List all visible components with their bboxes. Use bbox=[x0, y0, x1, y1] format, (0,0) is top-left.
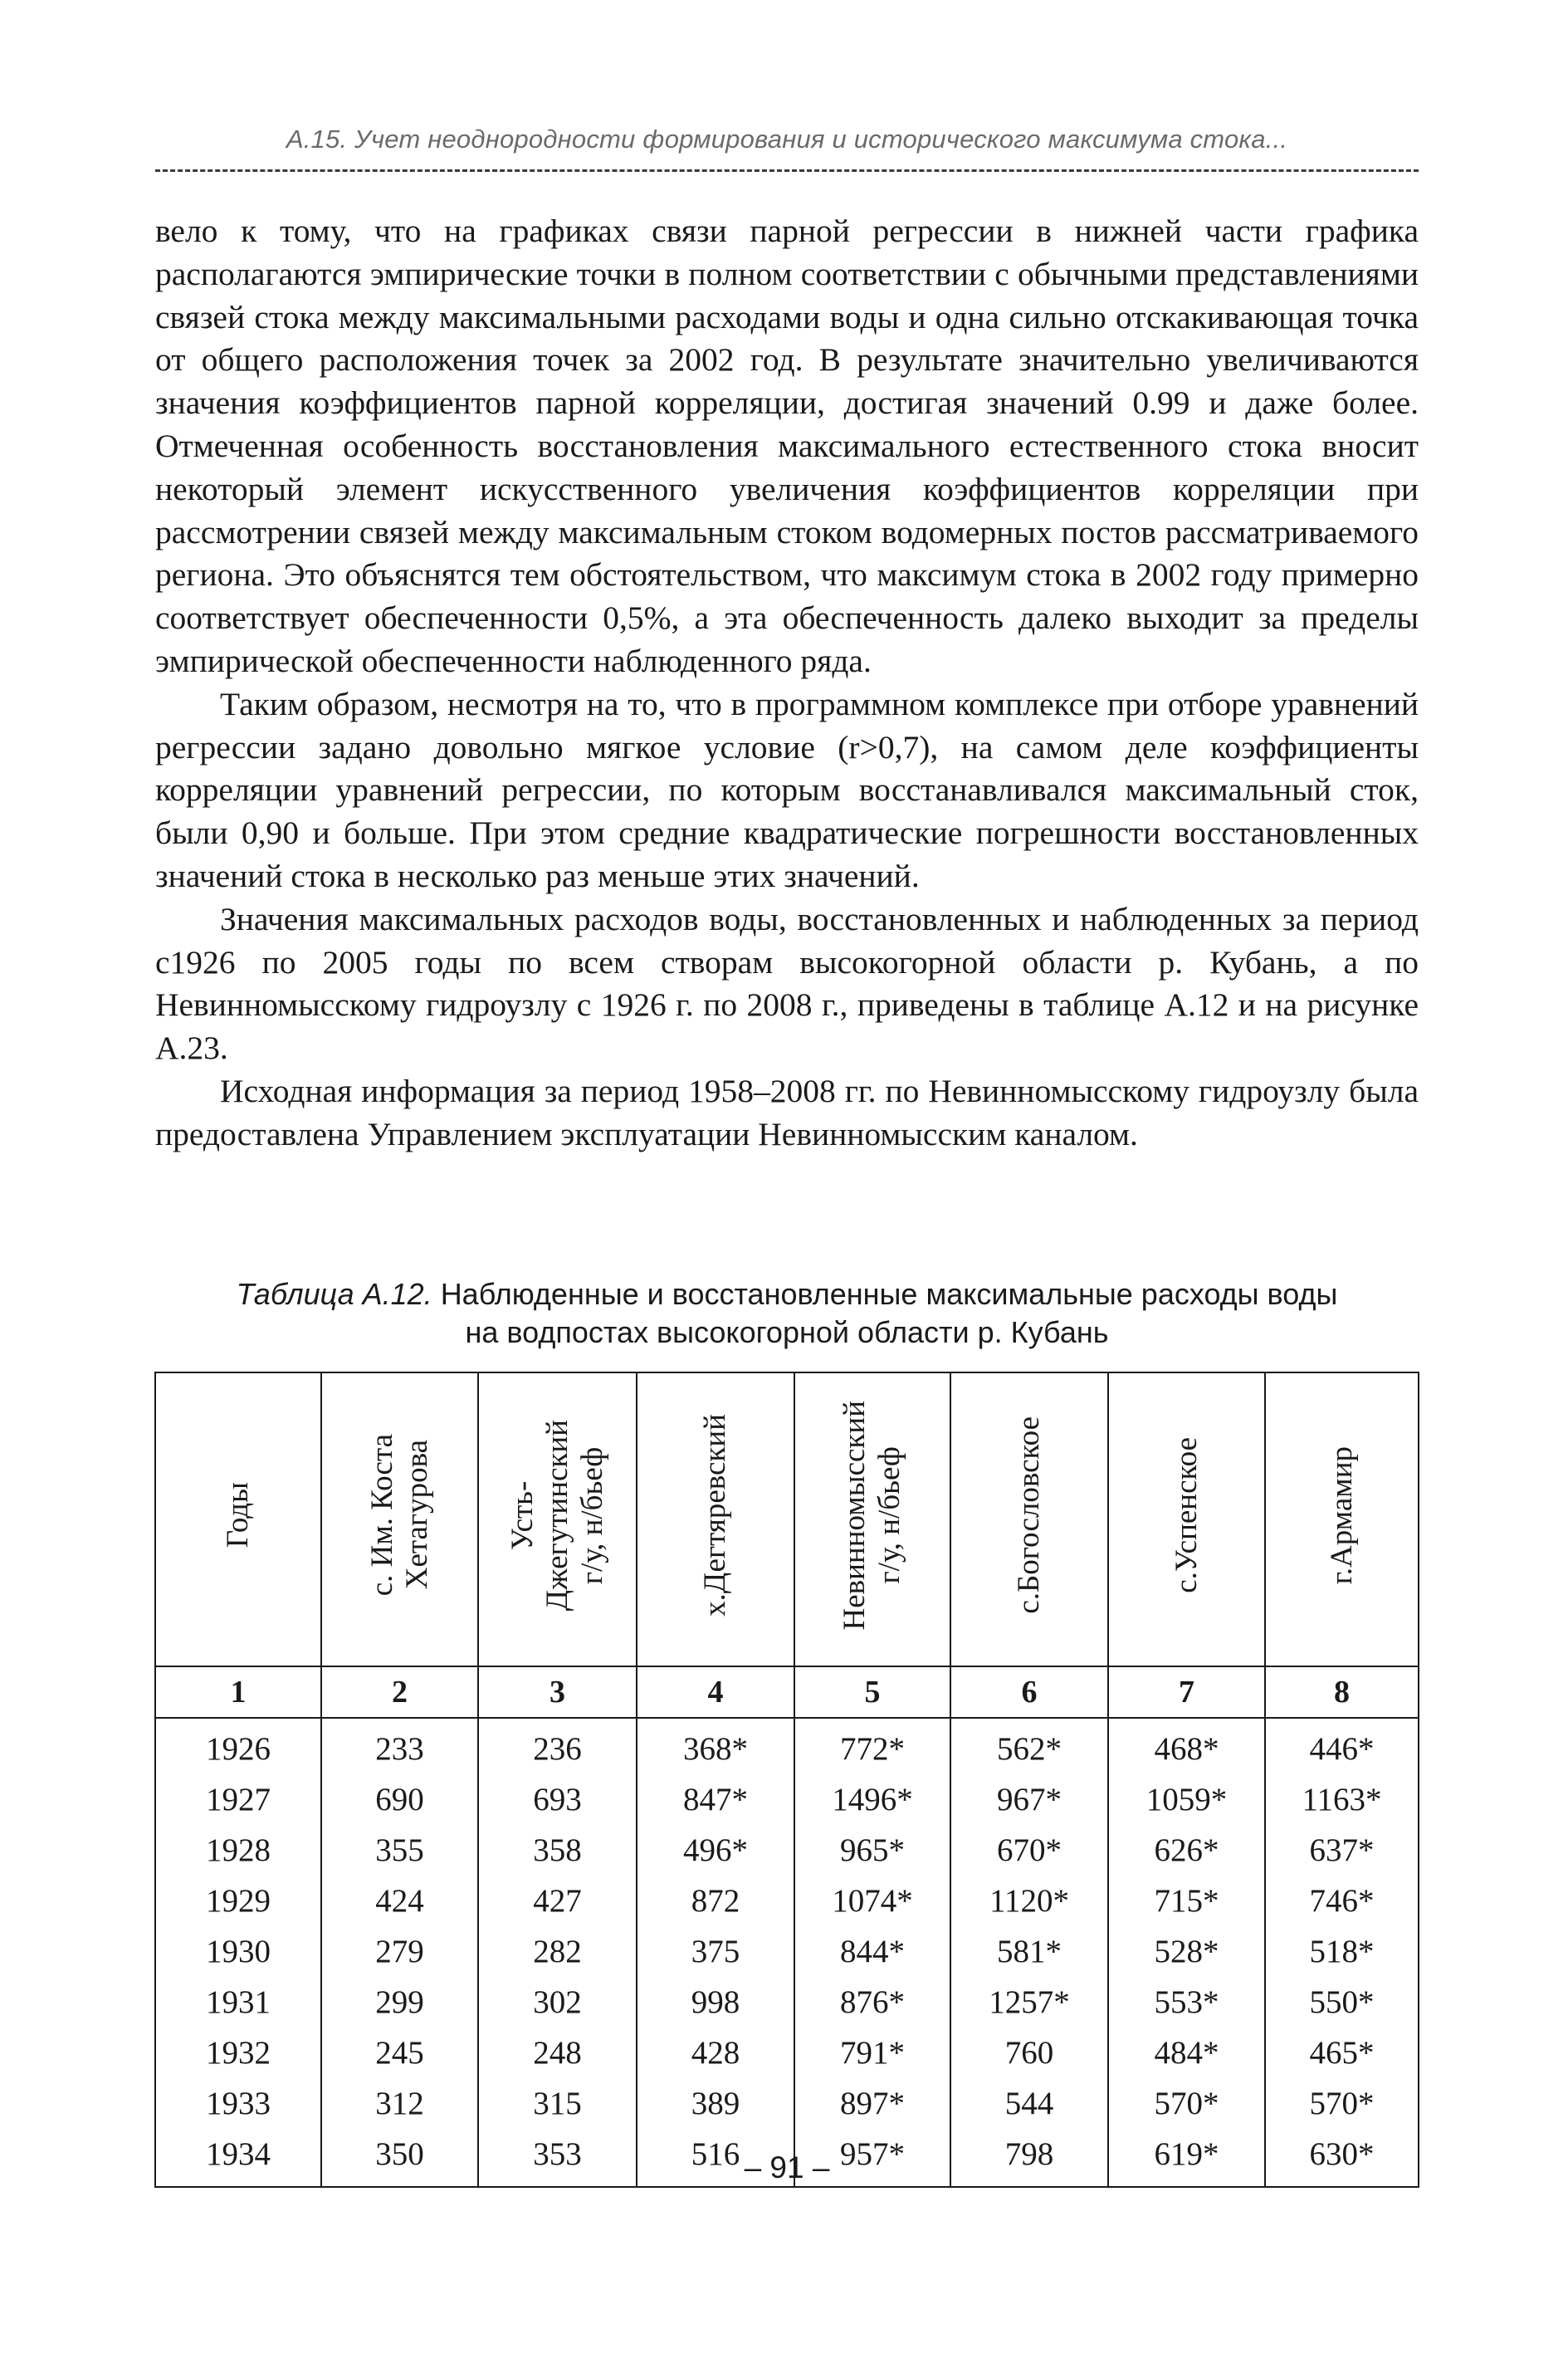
column-header-label: Невинномысский г/у, н/бьеф bbox=[838, 1400, 906, 1631]
caption-text-1: Наблюденные и восстановленные максимальные расходы воды bbox=[440, 1277, 1338, 1311]
column-header-label: Годы bbox=[221, 1482, 255, 1548]
table-cell: 693 bbox=[478, 1774, 637, 1825]
table-cell: 446* bbox=[1265, 1718, 1419, 1774]
table-cell: 1496* bbox=[794, 1774, 950, 1825]
column-number: 4 bbox=[637, 1666, 794, 1718]
table-cell: 1932 bbox=[155, 2028, 321, 2078]
table-cell: 368* bbox=[637, 1718, 794, 1774]
paragraph-1: вело к тому, что на графиках связи парной регрессии в нижней части графика располагаются эмпирические точки в полном соответствии с обычными представлениями связей стока между максимальными расходами воды и одна сильно отскакивающая точка от общего расположения точек за 2002 год. В результате значительно увеличиваются значения коэффициентов парной корреляции, достигая значений 0.99 и даже более. Отмеченная особенность восстановления максимального естественного стока вносит некоторый элемент искусственного увеличения коэффициентов корреляции при рассмотрении связей между максимальным стоком водомерных постов рассматриваемого региона. Это объяснятся тем обстоятельством, что максимум стока в 2002 году примерно соответствует обеспеченности 0,5%, а эта обеспеченность далеко выходит за пределы эмпирической обеспеченности наблюденного ряда. bbox=[155, 213, 1419, 679]
table-row bbox=[155, 1876, 1419, 1926]
table-cell: 236 bbox=[478, 1718, 637, 1774]
body-text bbox=[155, 210, 1419, 1157]
table-cell: 626* bbox=[1108, 1825, 1265, 1876]
column-header-label: с.Богословское bbox=[1012, 1416, 1046, 1614]
table-cell: 245 bbox=[321, 2028, 478, 2078]
caption-text-2: на водпостах высокогорной области р. Кубань bbox=[465, 1315, 1109, 1349]
table-cell: 468* bbox=[1108, 1718, 1265, 1774]
column-header bbox=[155, 1372, 321, 1666]
table-cell: 389 bbox=[637, 2078, 794, 2129]
table-cell: 1933 bbox=[155, 2078, 321, 2129]
column-header bbox=[1108, 1372, 1265, 1666]
column-number: 6 bbox=[950, 1666, 1108, 1718]
table-cell: 670* bbox=[950, 1825, 1108, 1876]
table-cell: 844* bbox=[794, 1926, 950, 1977]
table-cell: 570* bbox=[1265, 2078, 1419, 2129]
table-cell: 630* bbox=[1265, 2129, 1419, 2187]
table-cell: 353 bbox=[478, 2129, 637, 2187]
table-cell: 299 bbox=[321, 1977, 478, 2028]
table-cell: 690 bbox=[321, 1774, 478, 1825]
column-number: 7 bbox=[1108, 1666, 1265, 1718]
table-cell: 550* bbox=[1265, 1977, 1419, 2028]
column-header-label: х.Дегтяревский bbox=[698, 1414, 732, 1617]
table-cell: 872 bbox=[637, 1876, 794, 1926]
table-cell: 553* bbox=[1108, 1977, 1265, 2028]
table-cell: 897* bbox=[794, 2078, 950, 2129]
page-number: – 91 – bbox=[744, 2150, 830, 2184]
table-cell: 315 bbox=[478, 2078, 637, 2129]
table-cell: 248 bbox=[478, 2028, 637, 2078]
table-cell: 528* bbox=[1108, 1926, 1265, 1977]
table-cell: 312 bbox=[321, 2078, 478, 2129]
table-caption bbox=[155, 1275, 1419, 1352]
table-cell: 428 bbox=[637, 2028, 794, 2078]
column-number: 8 bbox=[1265, 1666, 1419, 1718]
column-header-label: Усть- Джегутинский г/у, н/бьеф bbox=[505, 1419, 609, 1612]
table-cell: 465* bbox=[1265, 2028, 1419, 2078]
table-cell: 1074* bbox=[794, 1876, 950, 1926]
column-header bbox=[637, 1372, 794, 1666]
caption-line-1 bbox=[155, 1275, 1419, 1313]
table-row bbox=[155, 2028, 1419, 2078]
table-cell: 350 bbox=[321, 2129, 478, 2187]
table-row bbox=[155, 1825, 1419, 1876]
table-cell: 358 bbox=[478, 1825, 637, 1876]
header-divider bbox=[155, 169, 1419, 172]
table-cell: 282 bbox=[478, 1926, 637, 1977]
table-cell: 619* bbox=[1108, 2129, 1265, 2187]
column-header bbox=[478, 1372, 637, 1666]
table-row bbox=[155, 1977, 1419, 2028]
column-header bbox=[950, 1372, 1108, 1666]
table-header-row bbox=[155, 1372, 1419, 1666]
table-cell: 1931 bbox=[155, 1977, 321, 2028]
paragraph-2: Таким образом, несмотря на то, что в программном комплексе при отборе уравнений регрессии задано довольно мягкое условие (r>0,7), на самом деле коэффициенты корреляции уравнений регрессии, по которым восстанавливался максимальный сток, были 0,90 и больше. При этом средние квадратические погрешности восстановленных значений стока в несколько раз меньше этих значений. bbox=[155, 685, 1419, 894]
table-cell: 516 bbox=[637, 2129, 794, 2187]
table-cell: 1120* bbox=[950, 1876, 1108, 1926]
table-cell: 637* bbox=[1265, 1825, 1419, 1876]
table-cell: 570* bbox=[1108, 2078, 1265, 2129]
table-cell: 760 bbox=[950, 2028, 1108, 2078]
column-header bbox=[794, 1372, 950, 1666]
column-number-row bbox=[155, 1666, 1419, 1718]
column-header bbox=[321, 1372, 478, 1666]
table-row bbox=[155, 1926, 1419, 1977]
running-header: А.15. Учет неоднородности формирования и исторического максимума стока... bbox=[286, 125, 1288, 154]
table-cell: 1926 bbox=[155, 1718, 321, 1774]
table-row bbox=[155, 2078, 1419, 2129]
column-number: 5 bbox=[794, 1666, 950, 1718]
paragraph-4: Исходная информация за период 1958–2008 гг. по Невинномысскому гидроузлу была предоставлена Управлением эксплуатации Невинномысским каналом. bbox=[155, 1072, 1419, 1152]
table-cell: 375 bbox=[637, 1926, 794, 1977]
table-cell: 798 bbox=[950, 2129, 1108, 2187]
table-row bbox=[155, 1774, 1419, 1825]
table-row bbox=[155, 1718, 1419, 1774]
table-cell: 772* bbox=[794, 1718, 950, 1774]
table-cell: 1927 bbox=[155, 1774, 321, 1825]
table-cell: 715* bbox=[1108, 1876, 1265, 1926]
table-cell: 965* bbox=[794, 1825, 950, 1876]
table-cell: 424 bbox=[321, 1876, 478, 1926]
table-cell: 957* bbox=[794, 2129, 950, 2187]
table-cell: 427 bbox=[478, 1876, 637, 1926]
table-cell: 355 bbox=[321, 1825, 478, 1876]
table-cell: 544 bbox=[950, 2078, 1108, 2129]
table-cell: 302 bbox=[478, 1977, 637, 2028]
column-header-label: с. Им. Коста Хетагурова bbox=[364, 1434, 434, 1597]
table-cell: 791* bbox=[794, 2028, 950, 2078]
discharge-table bbox=[154, 1372, 1419, 2188]
table-cell: 562* bbox=[950, 1718, 1108, 1774]
table-cell: 998 bbox=[637, 1977, 794, 2028]
table-cell: 496* bbox=[637, 1825, 794, 1876]
column-number: 1 bbox=[155, 1666, 321, 1718]
table-cell: 1257* bbox=[950, 1977, 1108, 2028]
table-cell: 1930 bbox=[155, 1926, 321, 1977]
table-cell: 746* bbox=[1265, 1876, 1419, 1926]
table-cell: 518* bbox=[1265, 1926, 1419, 1977]
table-cell: 1928 bbox=[155, 1825, 321, 1876]
column-number: 2 bbox=[321, 1666, 478, 1718]
table-cell: 484* bbox=[1108, 2028, 1265, 2078]
column-number: 3 bbox=[478, 1666, 637, 1718]
column-header-label: с.Успенское bbox=[1169, 1437, 1204, 1593]
table-cell: 233 bbox=[321, 1718, 478, 1774]
table-cell: 1059* bbox=[1108, 1774, 1265, 1825]
column-header bbox=[1265, 1372, 1419, 1666]
table-cell: 847* bbox=[637, 1774, 794, 1825]
table-cell: 1163* bbox=[1265, 1774, 1419, 1825]
table-cell: 876* bbox=[794, 1977, 950, 2028]
table-cell: 1929 bbox=[155, 1876, 321, 1926]
table-cell: 581* bbox=[950, 1926, 1108, 1977]
table-cell: 279 bbox=[321, 1926, 478, 1977]
caption-label: Таблица А.12. bbox=[236, 1277, 432, 1311]
column-header-label: г.Армамир bbox=[1324, 1446, 1359, 1585]
paragraph-3: Значения максимальных расходов воды, восстановленных и наблюденных за период с1926 по 2005 годы по всем створам высокогорной области р. Кубань, а по Невинномысскому гидроузлу с 1926 г. по 2008 г., приведены в таблице А.12 и на рисунке А.23. bbox=[155, 900, 1419, 1067]
table-cell: 967* bbox=[950, 1774, 1108, 1825]
table-cell: 1934 bbox=[155, 2129, 321, 2187]
